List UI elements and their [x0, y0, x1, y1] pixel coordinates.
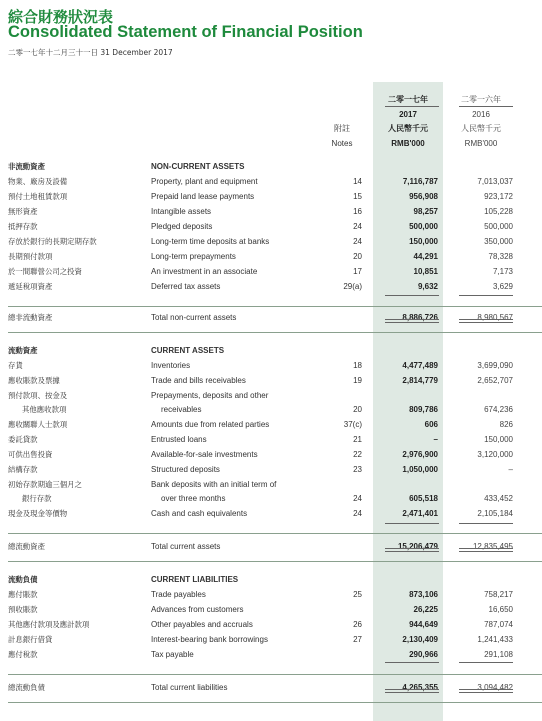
- row-value-2017: 26,225: [413, 605, 438, 614]
- col-2017-zh: 二零一七年: [388, 95, 428, 104]
- row-label: Interest-bearing bank borrowings: [151, 635, 268, 644]
- row-note: 25: [353, 590, 362, 599]
- row-label: receivables: [161, 405, 202, 414]
- row-note: 24: [353, 509, 362, 518]
- col-2017-year: 2017: [399, 110, 417, 119]
- row-value-2017: 2,814,779: [402, 376, 438, 385]
- col-2016-unit: RMB'000: [464, 139, 498, 148]
- row-label-zh: 初始存款期逾三個月之: [8, 480, 82, 489]
- row-value-2016: 150,000: [484, 435, 513, 444]
- row-label: Structured deposits: [151, 465, 220, 474]
- row-value-2017: 10,851: [413, 267, 438, 276]
- row-label-zh: 預付土地租賃款項: [8, 192, 68, 201]
- col-2016-zh: 二零一六年: [461, 95, 501, 104]
- row-value-2016: 16,650: [488, 605, 513, 614]
- row-value-2017: 809,786: [409, 405, 438, 414]
- row-note: 26: [353, 620, 362, 629]
- col-2016-unit-zh: 人民幣千元: [461, 124, 501, 133]
- row-label-zh: 其他應付款項及應計款項: [8, 620, 90, 629]
- row-label: Tax payable: [151, 650, 194, 659]
- row-value-2017: 605,518: [409, 494, 438, 503]
- row-value-2017: 4,477,489: [402, 361, 438, 370]
- row-value-2016: 923,172: [484, 192, 513, 201]
- row-note: 23: [353, 465, 362, 474]
- row-value-2016: 105,228: [484, 207, 513, 216]
- row-note: 24: [353, 494, 362, 503]
- row-label: Prepaid land lease payments: [151, 192, 255, 201]
- row-value-2016: 7,173: [492, 267, 513, 276]
- row-value-2017: 44,291: [413, 252, 438, 261]
- section-nca-zh: 非流動資產: [8, 162, 45, 171]
- row-note: 18: [353, 361, 362, 370]
- row-label: Trade payables: [151, 590, 206, 599]
- row-label-zh: 總流動資產: [8, 542, 45, 551]
- row-value-2016: 433,452: [484, 494, 513, 503]
- row-label-zh: 可供出售投資: [8, 450, 53, 459]
- row-value-2016: 12,835,495: [472, 542, 513, 551]
- row-note: 20: [353, 252, 362, 261]
- row-value-2017: –: [433, 435, 438, 444]
- row-note: 27: [353, 635, 362, 644]
- page-title-zh: 綜合財務狀況表: [8, 8, 114, 26]
- row-value-2017: 2,130,409: [402, 635, 438, 644]
- row-value-2016: 500,000: [484, 222, 513, 231]
- row-value-2017: 956,908: [409, 192, 438, 201]
- row-note: 15: [353, 192, 362, 201]
- row-label: Entrusted loans: [151, 435, 207, 444]
- col-2016-year: 2016: [472, 110, 490, 119]
- row-label-zh: 應付賬款: [8, 590, 38, 599]
- row-value-2016: 8,980,567: [477, 313, 513, 322]
- row-label-zh: 存放於銀行的長期定期存款: [8, 237, 97, 246]
- row-value-2017: 7,116,787: [402, 177, 438, 186]
- row-value-2016: 826: [499, 420, 513, 429]
- row-label-zh: 銀行存款: [22, 494, 52, 503]
- row-label-zh: 於一間聯營公司之投資: [8, 267, 82, 276]
- row-label-zh: 預收賬款: [8, 605, 38, 614]
- row-note: 21: [353, 435, 362, 444]
- section-ca-zh: 流動資產: [8, 346, 38, 355]
- section-cl-zh: 流動負債: [8, 575, 38, 584]
- row-value-2016: 3,120,000: [477, 450, 513, 459]
- row-label: Pledged deposits: [151, 222, 213, 231]
- row-label-zh: 應收關聯人士款項: [8, 420, 68, 429]
- row-note: 24: [353, 222, 362, 231]
- row-value-2016: 7,013,037: [477, 177, 513, 186]
- row-value-2016: 674,236: [484, 405, 513, 414]
- row-label-zh: 其他應收款項: [22, 405, 67, 414]
- row-label: over three months: [161, 494, 226, 503]
- row-value-2016: 350,000: [484, 237, 513, 246]
- row-label-zh: 存貨: [8, 361, 23, 370]
- row-value-2017: 8,886,726: [402, 313, 438, 322]
- row-value-2016: 78,328: [488, 252, 513, 261]
- row-label: Trade and bills receivables: [151, 376, 246, 385]
- row-value-2017: 4,265,355: [402, 683, 438, 692]
- row-note: 20: [353, 405, 362, 414]
- section-cl: CURRENT LIABILITIES: [151, 575, 239, 584]
- row-note: 37(c): [343, 420, 362, 429]
- row-value-2017: 1,050,000: [402, 465, 438, 474]
- row-label: Prepayments, deposits and other: [151, 391, 269, 400]
- row-value-2016: 3,094,482: [477, 683, 513, 692]
- row-label-zh: 遞延稅項資產: [8, 282, 53, 291]
- row-value-2017: 15,206,479: [397, 542, 438, 551]
- row-label: Total current liabilities: [151, 683, 228, 692]
- row-value-2016: 3,629: [492, 282, 513, 291]
- row-value-2017: 290,966: [409, 650, 438, 659]
- row-value-2017: 2,471,401: [402, 509, 438, 518]
- row-label: Inventories: [151, 361, 191, 370]
- col-2017-unit-zh: 人民幣千元: [388, 124, 428, 133]
- row-value-2017: 873,106: [409, 590, 438, 599]
- row-note: 16: [353, 207, 362, 216]
- section-nca: NON-CURRENT ASSETS: [151, 162, 245, 171]
- row-label: Total current assets: [151, 542, 221, 551]
- row-label-zh: 現金及現金等價物: [8, 509, 68, 518]
- row-label-zh: 結構存款: [8, 465, 38, 474]
- row-value-2016: 758,217: [484, 590, 513, 599]
- row-label-zh: 應付稅款: [8, 650, 38, 659]
- row-value-2017: 150,000: [409, 237, 438, 246]
- row-value-2017: 606: [424, 420, 438, 429]
- row-value-2016: –: [508, 465, 513, 474]
- row-note: 24: [353, 237, 362, 246]
- row-value-2017: 500,000: [409, 222, 438, 231]
- row-value-2016: 3,699,090: [477, 361, 513, 370]
- row-label: Bank deposits with an initial term of: [151, 480, 277, 489]
- page-title: Consolidated Statement of Financial Position: [8, 23, 363, 41]
- row-label-zh: 抵押存款: [8, 222, 38, 231]
- row-value-2016: 291,108: [484, 650, 513, 659]
- row-label: Available-for-sale investments: [151, 450, 258, 459]
- row-label: Deferred tax assets: [151, 282, 221, 291]
- row-label: Long-term prepayments: [151, 252, 236, 261]
- row-note: 17: [353, 267, 362, 276]
- row-label-zh: 長期預付款項: [8, 252, 53, 261]
- row-label: Cash and cash equivalents: [151, 509, 248, 518]
- row-note: 29(a): [343, 282, 362, 291]
- row-value-2016: 1,241,433: [477, 635, 513, 644]
- row-label: Other payables and accruals: [151, 620, 253, 629]
- row-label-zh: 應收賬款及票據: [8, 376, 60, 385]
- row-value-2016: 2,652,707: [477, 376, 513, 385]
- row-label: Intangible assets: [151, 207, 212, 216]
- row-note: 19: [353, 376, 362, 385]
- statement-date: 二零一七年十二月三十一日 31 December 2017: [8, 48, 173, 57]
- col-notes: Notes: [331, 139, 353, 148]
- row-label: Long-term time deposits at banks: [151, 237, 270, 246]
- section-ca: CURRENT ASSETS: [151, 346, 225, 355]
- row-label-zh: 預付款項、按金及: [8, 391, 68, 400]
- row-value-2017: 9,632: [417, 282, 438, 291]
- row-label-zh: 物業、廠房及設備: [8, 177, 68, 186]
- row-label-zh: 計息銀行借貸: [8, 635, 53, 644]
- row-label-zh: 總流動負債: [8, 683, 45, 692]
- row-label: Property, plant and equipment: [151, 177, 258, 186]
- row-value-2017: 944,649: [409, 620, 438, 629]
- row-label: Advances from customers: [151, 605, 244, 614]
- row-label: Amounts due from related parties: [151, 420, 270, 429]
- row-label: An investment in an associate: [151, 267, 258, 276]
- row-label-zh: 無形資產: [8, 207, 38, 216]
- row-value-2017: 98,257: [413, 207, 438, 216]
- row-value-2017: 2,976,900: [402, 450, 438, 459]
- col-2017-unit: RMB'000: [391, 139, 425, 148]
- col-notes-zh: 附註: [334, 124, 350, 133]
- row-value-2016: 787,074: [484, 620, 513, 629]
- row-value-2016: 2,105,184: [477, 509, 513, 518]
- row-label: Total non-current assets: [151, 313, 237, 322]
- row-label-zh: 委託貸款: [8, 435, 38, 444]
- row-note: 14: [353, 177, 362, 186]
- row-label-zh: 總非流動資產: [8, 313, 53, 322]
- row-note: 22: [353, 450, 362, 459]
